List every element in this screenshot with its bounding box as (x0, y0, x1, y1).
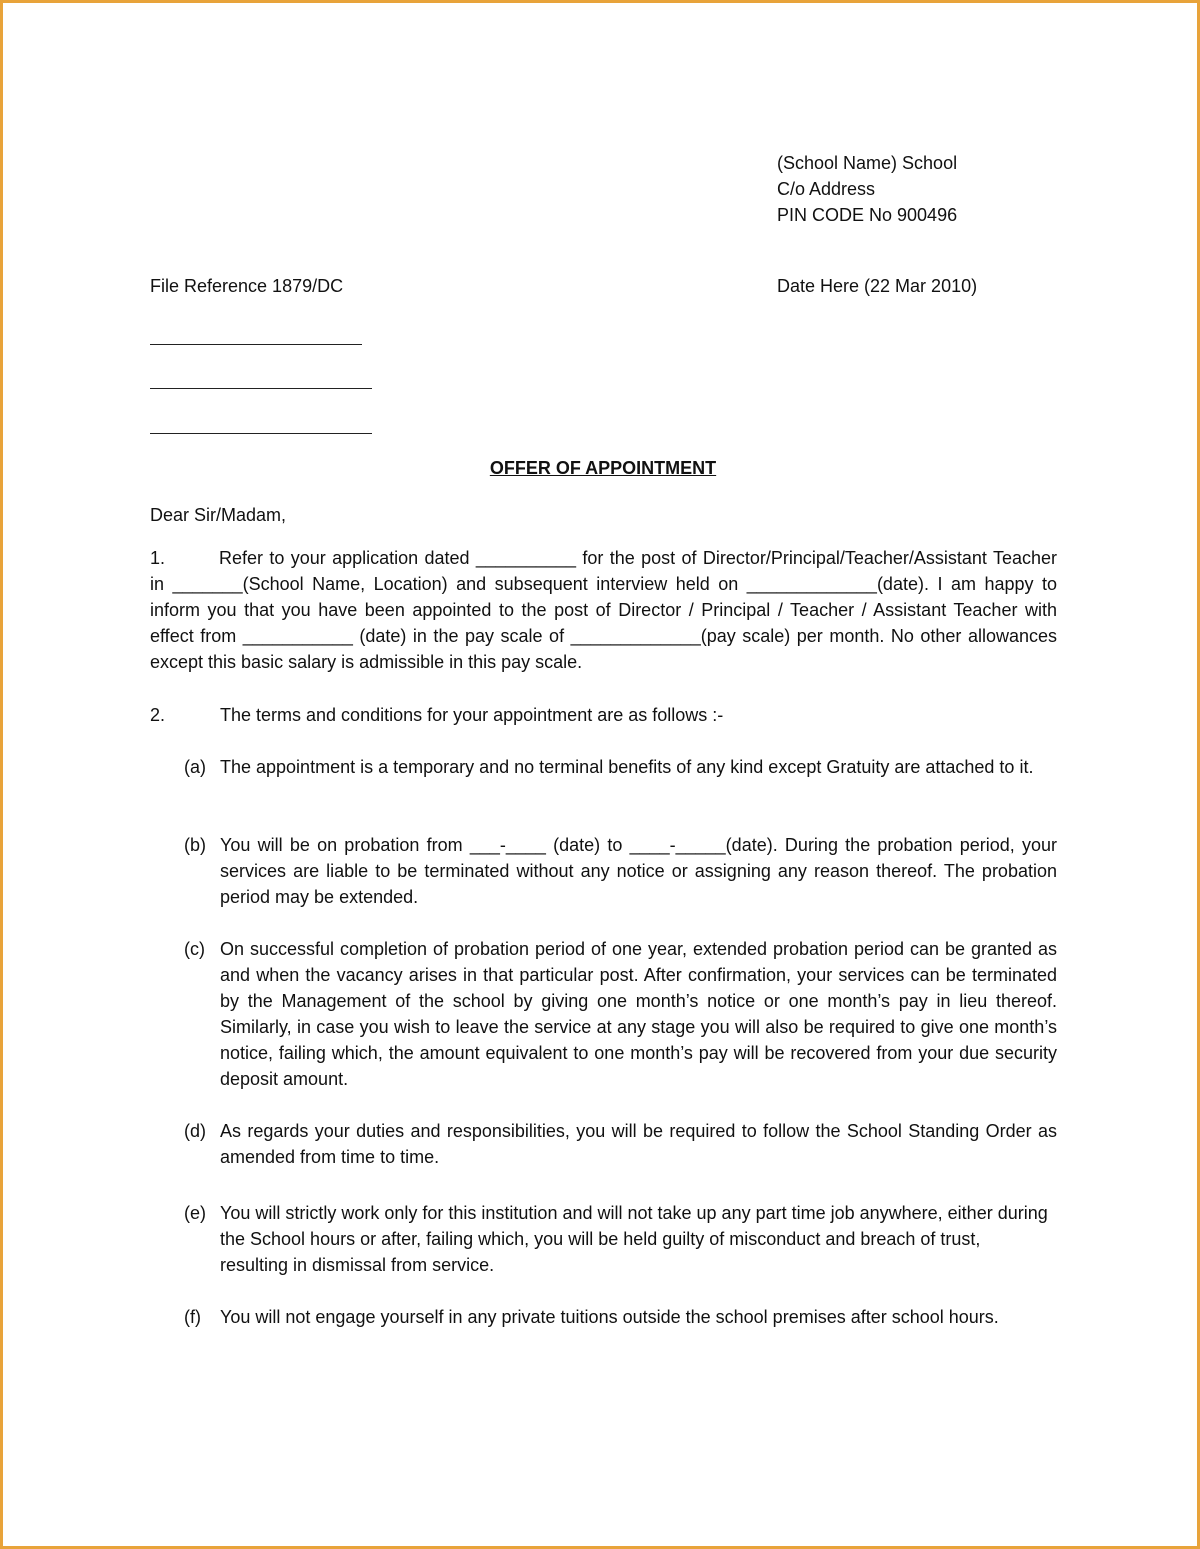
recipient-blank-line-3 (150, 433, 372, 434)
term-e-text: You will strictly work only for this institution and will not take up any part time job anywhere, either during the School hours or after, failing which, you will be held guilty of misconduct and breach of trust, resulting in dismissal from service. (220, 1203, 1048, 1275)
sender-school-name: (School Name) School (777, 153, 958, 173)
letter-title: OFFER OF APPOINTMENT (489, 458, 717, 478)
term-b-label: (b) (184, 835, 206, 855)
salutation: Dear Sir/Madam, (150, 505, 287, 525)
paragraph-1-text: Refer to your application dated __________ for the post of Director/Principal/Teacher/Assistant Teacher in _______(School Name, Location) and subsequent interview held on _____________(date). I am happy to inform you that you have been appointed to the post of Director / Principal / Teacher / Assistant Teacher with effect from ___________ (date) in the pay scale of _____________(pay scale) per month. No other allowances except this basic salary is admissible in this pay scale. (150, 548, 1057, 672)
paragraph-1-number: 1. (150, 548, 166, 568)
term-c-label: (c) (184, 939, 205, 959)
paragraph-2-number: 2. (150, 705, 166, 725)
file-reference: File Reference 1879/DC (150, 276, 344, 296)
term-e-label: (e) (184, 1203, 206, 1223)
recipient-blank-line-2 (150, 388, 372, 389)
term-d-label: (d) (184, 1121, 206, 1141)
term-d-text: As regards your duties and responsibilities, you will be required to follow the School Standing Order as amended from time to time. (220, 1121, 1057, 1167)
paragraph-2-text: The terms and conditions for your appointment are as follows :- (220, 705, 724, 725)
sender-address (777, 150, 957, 228)
term-a-label: (a) (184, 757, 206, 777)
recipient-blank-line-1 (150, 344, 362, 345)
term-f-label: (f) (184, 1307, 201, 1327)
sender-pin-code: PIN CODE No 900496 (777, 205, 958, 225)
sender-address-line: C/o Address (777, 179, 876, 199)
term-c-text: On successful completion of probation period of one year, extended probation period can be granted as and when the vacancy arises in that particular post. After confirmation, your services can be terminated by the Management of the school by giving one month’s notice or one month’s pay in lieu thereof. Similarly, in case you wish to leave the service at any stage you will also be required to give one month’s notice, failing which, the amount equivalent to one month’s pay will be recovered from your due security deposit amount. (220, 939, 1057, 1089)
letter-date: Date Here (22 Mar 2010) (777, 276, 978, 296)
term-a-text: The appointment is a temporary and no terminal benefits of any kind except Gratuity are attached to it. (220, 757, 1034, 777)
term-f-text: You will not engage yourself in any private tuitions outside the school premises after school hours. (220, 1307, 999, 1327)
term-b-text: You will be on probation from ___-____ (date) to ____-_____(date). During the probation period, your services are liable to be terminated without any notice or assigning any reason thereof. The probation period may be extended. (220, 835, 1057, 907)
